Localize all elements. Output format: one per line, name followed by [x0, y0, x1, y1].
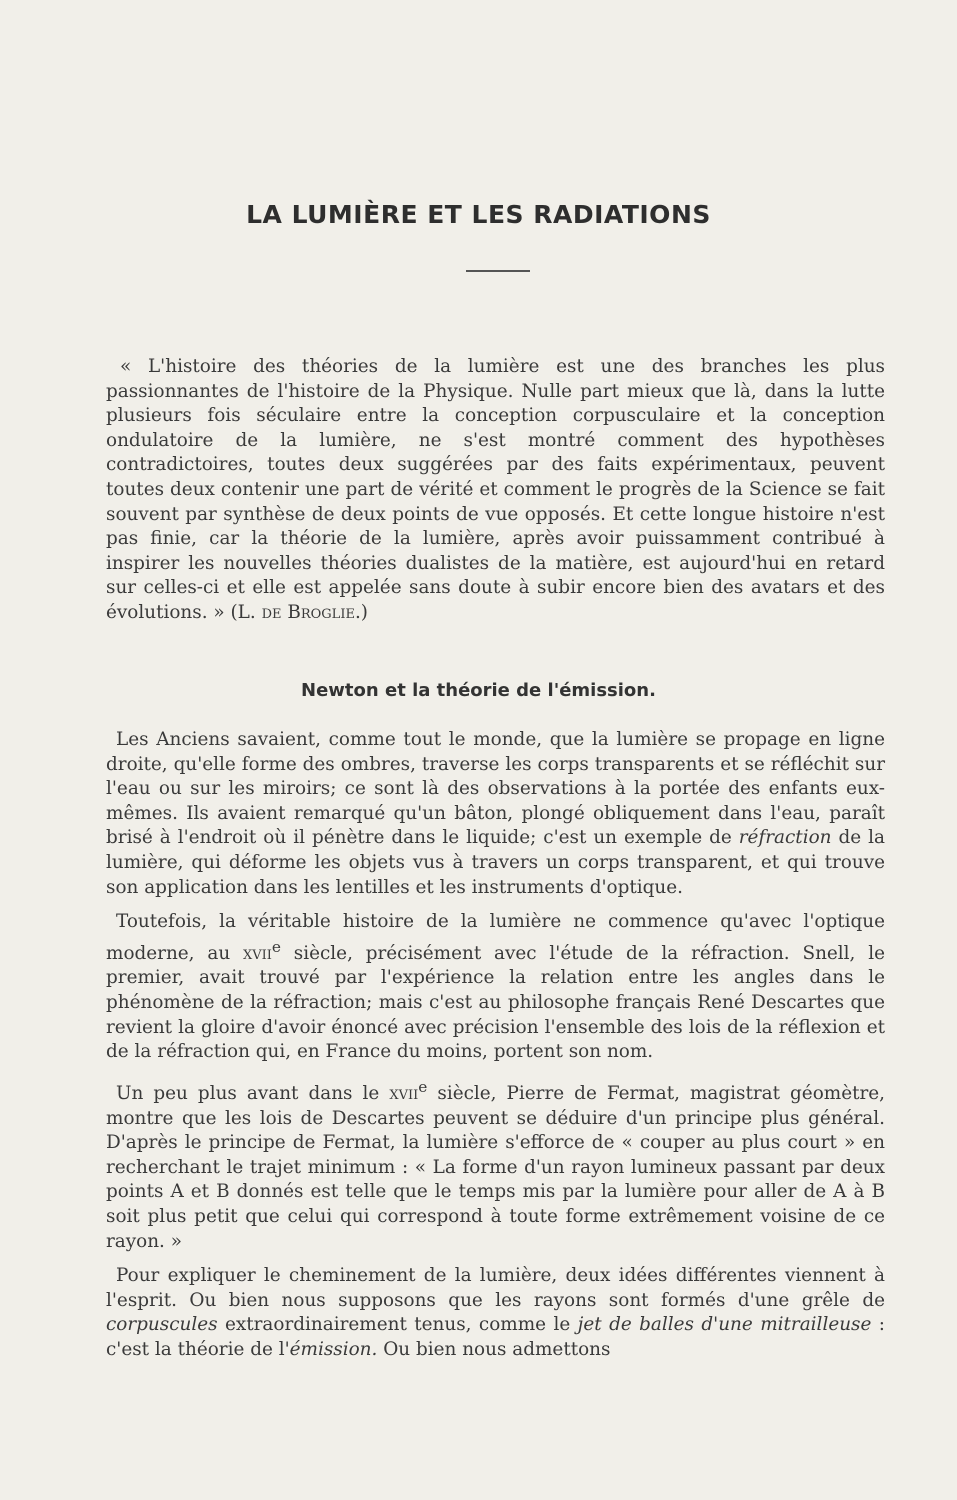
- paragraph-2-text-a: Toutefois, la véritable histoire de la lumière ne commence qu'avec l'optique moderne, au: [106, 911, 885, 964]
- section-heading: Newton et la théorie de l'émission.: [301, 680, 656, 701]
- epigraph-quote: [106, 355, 885, 626]
- body-text: [106, 728, 885, 1373]
- paragraph-3-text-b: siècle, Pierre de Fermat, magistrat géomètre, montre que les lois de Descartes peuvent se déduire d'un principe plus général. D'après le principe de Fermat, la lumière s'efforce de « couper au plus court » en recherchant le trajet minimum : « La forme d'un rayon lumineux passant par deux points A et B donnés est telle que le temps mis par la lumière pour aller de A à B soit plus petit que celui qui correspond à toute forme extrêmement voisine de ce rayon. »: [106, 1082, 885, 1252]
- paragraph-3-century: xvii: [389, 1082, 419, 1104]
- paragraph-4: [106, 1264, 885, 1362]
- paragraph-1-text-a: Les Anciens savaient, comme tout le monde, que la lumière se propage en ligne droite, qu'elle forme des ombres, traverse les corps transparents et se réfléchit sur l'eau ou sur les miroirs; ce sont là des observations à la portée des enfants eux-mêmes. Ils avaient remarqué qu'un bâton, plongé obliquement dans l'eau, paraît brisé à l'endroit où il pénètre dans le liquide; c'est un exemple de: [106, 729, 885, 849]
- paragraph-3-superscript: e: [418, 1077, 428, 1096]
- paragraph-4-text-b: extraordinairement tenus, comme le: [217, 1314, 578, 1336]
- quote-author: L. de Broglie.: [237, 601, 361, 623]
- paragraph-4-emphasis-3: émission.: [289, 1338, 378, 1360]
- paragraph-1-emphasis: réfraction: [738, 827, 832, 849]
- page-title: LA LUMIÈRE ET LES RADIATIONS: [246, 200, 711, 229]
- paragraph-2-century: xvii: [242, 942, 272, 964]
- quote-text: « L'histoire des théories de la lumière est une des branches les plus passionnantes de l'histoire de la Physique. Nulle part mieux que là, dans la lutte plusieurs fois séculaire entre la conception corpusculaire et la conception ondulatoire de la lumière, ne s'est montré comment des hypothèses contradictoires, toutes deux suggérées par des faits expérimentaux, peuvent toutes deux contenir une part de vérité et comment le progrès de la Science se fait souvent par synthèse de deux points de vue opposés. Et cette longue histoire n'est pas finie, car la théorie de la lumière, après avoir puissamment contribué à inspirer les nouvelles théories dualistes de la matière, est aujourd'hui en retard sur celles-ci et elle est appelée sans doute à subir encore bien des avatars et des évolutions. » (: [106, 356, 885, 623]
- quote-paragraph: [106, 355, 885, 626]
- paragraph-3-text-a: Un peu plus avant dans le: [116, 1082, 390, 1104]
- paragraph-4-text-d: Ou bien nous admettons: [377, 1338, 611, 1360]
- paragraph-2: [106, 910, 885, 1065]
- paragraph-1-text-b: de la lumière, qui déforme les objets vus à travers un corps transparent, et qui trouve son application dans les lentilles et les instruments d'optique.: [106, 827, 885, 898]
- quote-close: ): [360, 601, 368, 623]
- paragraph-2-superscript: e: [271, 937, 281, 956]
- paragraph-4-text-a: Pour expliquer le cheminement de la lumière, deux idées différentes viennent à l'esprit. Ou bien nous supposons que les rayons sont formés d'une grêle de: [106, 1265, 885, 1311]
- paragraph-4-emphasis-1: corpuscules: [106, 1314, 218, 1336]
- title-divider: [466, 270, 530, 272]
- paragraph-2-text-b: siècle, précisément avec l'étude de la réfraction. Snell, le premier, avait trouvé par l'expérience la relation entre les angles dans le phénomène de la réfraction; mais c'est au philosophe français René Descartes que revient la gloire d'avoir énoncé avec précision l'ensemble des lois de la réflexion et de la réfraction qui, en France du moins, portent son nom.: [106, 942, 885, 1063]
- paragraph-4-text-c: : c'est la théorie de l': [106, 1314, 885, 1360]
- paragraph-4-emphasis-2: jet de balles d'une mitrailleuse: [577, 1314, 872, 1336]
- paragraph-1: [106, 728, 885, 900]
- paragraph-3: [106, 1075, 885, 1254]
